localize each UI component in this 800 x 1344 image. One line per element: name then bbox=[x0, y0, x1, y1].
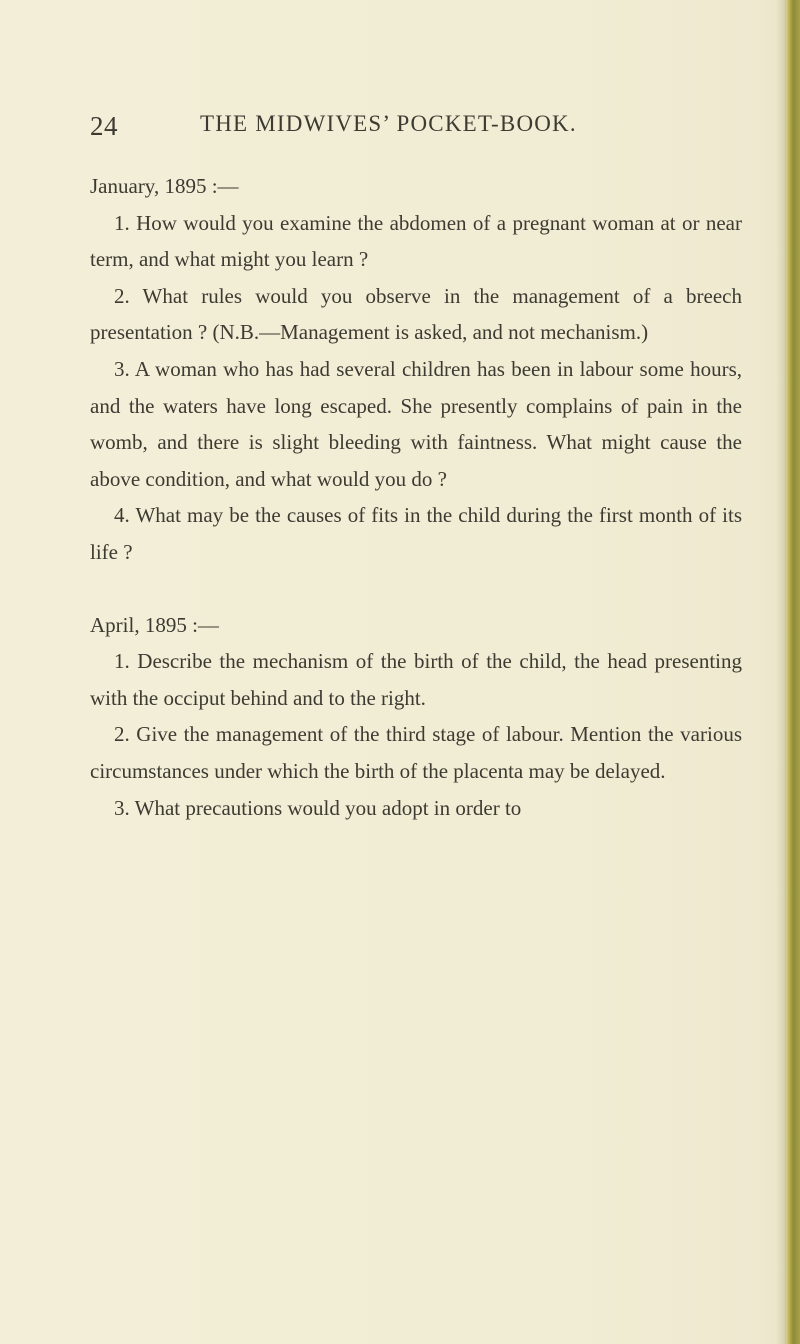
page-body bbox=[90, 168, 742, 826]
question-item: 4. What may be the causes of fits in the child during the first month of its life ? bbox=[90, 503, 742, 564]
page-header bbox=[90, 111, 750, 151]
page-number: 24 bbox=[90, 111, 118, 141]
question-item: 1. Describe the mechanism of the birth of the child, the head presenting with the occiput behind and to the right. bbox=[90, 649, 742, 710]
section-date: April, 1895 :— bbox=[90, 612, 219, 637]
running-head: THE MIDWIVES’ POCKET-BOOK. bbox=[200, 111, 577, 136]
question-item: 2. What rules would you observe in the management of a breech presentation ? (N.B.—Management is asked, and not mechanism.) bbox=[90, 283, 742, 345]
question-item: 3. A woman who has had several children has been in labour some hours, and the waters have long escaped. She presently complains of pain in the womb, and there is slight bleeding with faintness. What might cause the above condition, and what would you do ? bbox=[90, 356, 742, 491]
section-date: January, 1895 :— bbox=[90, 174, 239, 198]
question-item: 3. What precautions would you adopt in order to bbox=[114, 795, 522, 820]
question-item: 2. Give the management of the third stage of labour. Mention the various circumstances under which the birth of the placenta may be delayed. bbox=[90, 722, 742, 783]
exam-section-april bbox=[90, 607, 742, 827]
question-item: 1. How would you examine the abdomen of a pregnant woman at or near term, and what might you learn ? bbox=[90, 210, 742, 272]
book-edge bbox=[784, 0, 800, 1344]
exam-section-january bbox=[90, 168, 742, 571]
